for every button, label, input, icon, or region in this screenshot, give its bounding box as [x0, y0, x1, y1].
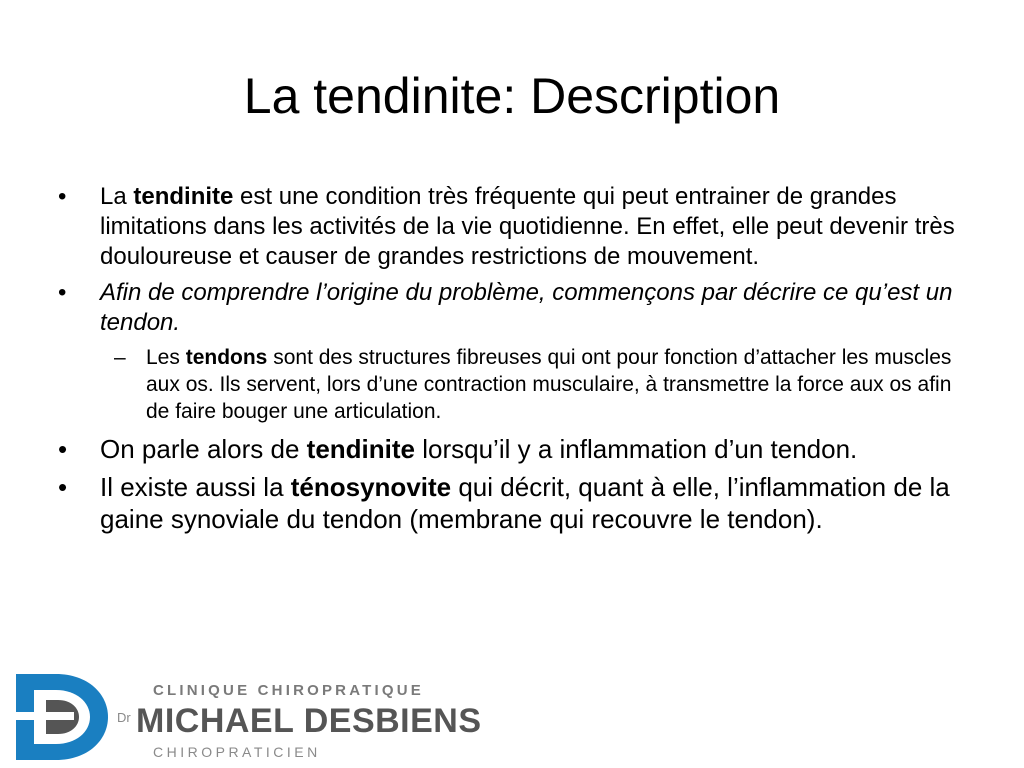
- bullet-item-2: [58, 278, 978, 338]
- bullet-marker: •: [58, 279, 67, 306]
- bullet-text-part: est une condition très fréquente qui peut entrainer de grandes limitations dans les activités de la vie quotidienne. En effet, elle peut devenir très douloureuse et causer de grandes restrictions de mouvement.: [100, 183, 955, 270]
- logo-dr-prefix: Dr: [117, 710, 131, 725]
- sub-text-bold: tendons: [185, 346, 268, 369]
- bullet-text-part: qui décrit, quant à elle, l’inflammation de la gaine synoviale du tendon (membrane qui recouvre le tendon).: [100, 472, 950, 534]
- logo-profession-label: CHIROPRATICIEN: [153, 744, 321, 760]
- sub-text-part: Les: [146, 346, 186, 369]
- bullet-text-part: lorsqu’il y a inflammation d’un tendon.: [415, 434, 858, 464]
- bullet-text-part: On parle alors de: [100, 434, 307, 464]
- bullet-text-bold: tendinite: [306, 434, 416, 464]
- bullet-text-part: Il existe aussi la: [100, 472, 291, 502]
- bullet-item-1: [58, 182, 978, 272]
- bullet-text-bold: ténosynovite: [290, 472, 452, 502]
- sub-text-part: sont des structures fibreuses qui ont pour fonction d’attacher les muscles aux os. Ils servent, lors d’une contraction musculaire, à transmettre la force aux os afin de faire bouger une articulation.: [146, 346, 952, 423]
- clinic-logo: [16, 672, 516, 762]
- bullet-item-4: [58, 471, 978, 535]
- bullet-text-part: La: [100, 183, 134, 210]
- bullet-marker: •: [58, 183, 67, 210]
- sub-bullet-marker: –: [114, 346, 126, 369]
- logo-doctor-name: MICHAEL DESBIENS: [136, 702, 482, 740]
- d-monogram-icon: [16, 672, 116, 762]
- bullet-item-3: [58, 433, 978, 465]
- bullet-text-italic: Afin de comprendre l’origine du problème, commençons par décrire ce qu’est un tendon.: [100, 279, 953, 336]
- sub-bullet-item: [58, 344, 978, 425]
- bullet-text-bold: tendinite: [133, 183, 234, 210]
- logo-clinic-label: CLINIQUE CHIROPRATIQUE: [153, 682, 424, 699]
- bullet-list: [58, 182, 978, 541]
- bullet-marker: •: [58, 434, 68, 464]
- bullet-marker: •: [58, 472, 68, 502]
- slide-title: La tendinite: Description: [243, 68, 781, 124]
